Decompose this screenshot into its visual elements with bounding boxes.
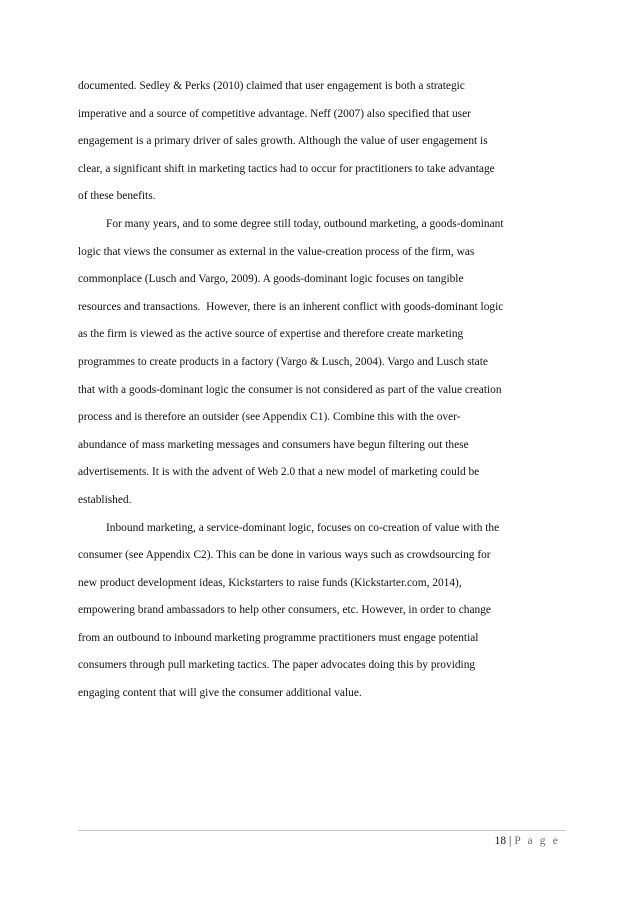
footer-separator: | xyxy=(509,835,512,847)
paragraph-2-line-7: that with a goods-dominant logic the consumer is not considered as part of the value creation xyxy=(78,383,502,396)
paragraph-2-line-9: abundance of mass marketing messages and consumers have begun filtering out these xyxy=(78,438,469,451)
paragraph-2-line-5: as the firm is viewed as the active source of expertise and therefore create marketing xyxy=(78,328,464,341)
page-number: 18 xyxy=(494,835,507,847)
paragraph-3-line-5: from an outbound to inbound marketing programme practitioners must engage potential xyxy=(78,631,479,644)
page-footer xyxy=(495,835,560,847)
paragraph-3-line-7: engaging content that will give the consumer additional value. xyxy=(78,687,362,700)
page-label: P a g e xyxy=(514,835,560,847)
paragraph-3-line-6: consumers through pull marketing tactics. The paper advocates doing this by providing xyxy=(78,659,476,672)
paragraph-2-line-3: commonplace (Lusch and Vargo, 2009). A goods-dominant logic focuses on tangible xyxy=(78,273,464,286)
paragraph-2-line-6: programmes to create products in a factory (Vargo & Lusch, 2004). Vargo and Lusch state xyxy=(78,355,488,368)
footer-divider xyxy=(78,830,566,831)
paragraph-3-line-3: new product development ideas, Kickstarters to raise funds (Kickstarter.com, 2014), xyxy=(78,576,462,589)
paragraph-2-line-4: resources and transactions. However, there is an inherent conflict with goods-dominant logic xyxy=(78,300,504,313)
paragraph-1-line-4: clear, a significant shift in marketing tactics had to occur for practitioners to take advantage xyxy=(78,162,495,175)
paragraph-3-line-4: empowering brand ambassadors to help other consumers, etc. However, in order to change xyxy=(78,604,491,617)
paragraph-1-line-1: documented. Sedley & Perks (2010) claimed that user engagement is both a strategic xyxy=(78,80,465,92)
paragraph-2-line-8: process and is therefore an outsider (see Appendix C1). Combine this with the over- xyxy=(78,411,461,424)
paragraph-3-line-1: Inbound marketing, a service-dominant logic, focuses on co-creation of value with the xyxy=(106,521,500,534)
body-text xyxy=(78,73,566,708)
paragraph-2-line-10: advertisements. It is with the advent of Web 2.0 that a new model of marketing could be xyxy=(78,466,480,479)
paragraph-1-line-5: of these benefits. xyxy=(78,190,156,203)
paragraph-2-line-2: logic that views the consumer as external in the value-creation process of the firm, was xyxy=(78,245,475,258)
paragraph-3-line-2: consumer (see Appendix C2). This can be done in various ways such as crowdsourcing for xyxy=(78,549,491,562)
paragraph-1-line-3: engagement is a primary driver of sales growth. Although the value of user engagement is xyxy=(78,135,488,148)
paragraph-1-line-2: imperative and a source of competitive advantage. Neff (2007) also specified that user xyxy=(78,107,471,120)
paragraph-2-line-11: established. xyxy=(78,493,132,506)
paragraph-2-line-1: For many years, and to some degree still today, outbound marketing, a goods-dominant xyxy=(106,217,504,230)
